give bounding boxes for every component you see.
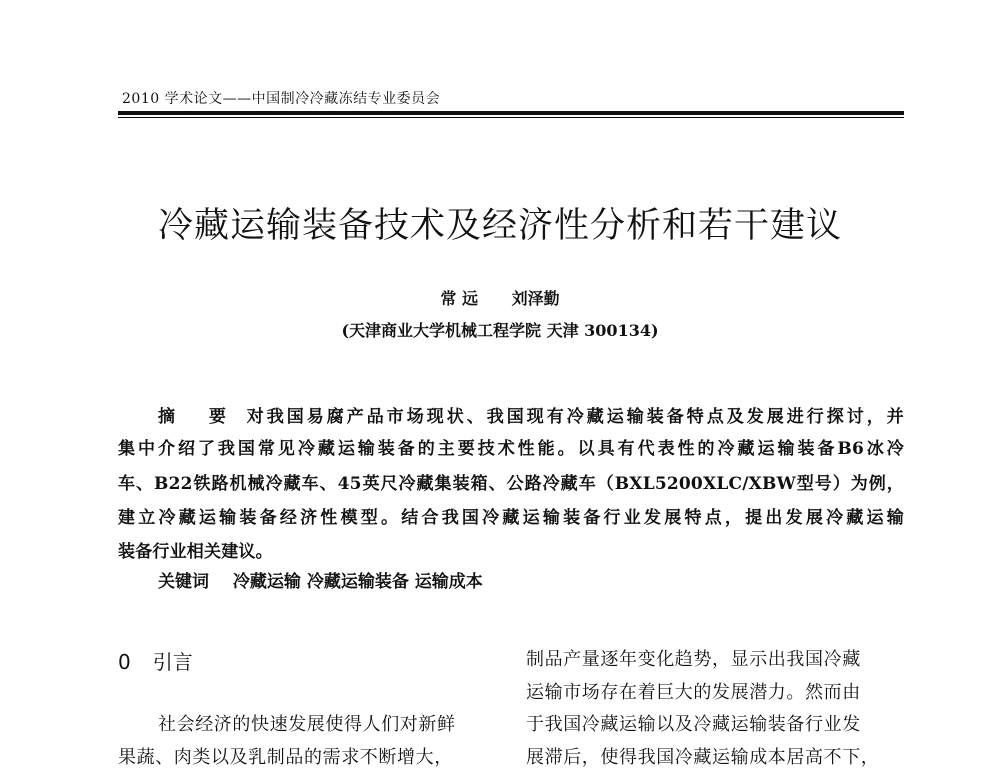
right-line-4: 展滞后，使得我国冷藏运输成本居高不下， <box>526 747 880 768</box>
section-number: 0 <box>118 650 131 674</box>
section-heading <box>118 646 193 675</box>
header-rule-thin <box>118 117 904 118</box>
left-line-2: 果蔬、肉类以及乳制品的需求不断增大， <box>118 747 453 768</box>
author-2: 刘泽勤 <box>511 289 560 308</box>
keywords-label: 关键词 <box>158 572 209 592</box>
keyword-2: 冷藏运输装备 <box>306 572 409 592</box>
abstract-line-3: 车、B22铁路机械冷藏车、45英尺冷藏集装箱、公路冷藏车（BXL5200XLC/XBW型号）为例， <box>118 474 904 494</box>
paper-title: 冷藏运输装备技术及经济性分析和若干建议 <box>157 206 842 246</box>
right-line-3: 于我国冷藏运输以及冷藏运输装备行业发 <box>526 714 861 735</box>
left-line-1: 社会经济的快速发展使得人们对新鲜 <box>158 714 456 735</box>
authors <box>0 286 1000 309</box>
abstract-line-4: 建立冷藏运输装备经济性模型。结合我国冷藏运输装备行业发展特点，提出发展冷藏运输 <box>118 508 904 528</box>
section-title: 引言 <box>152 650 193 674</box>
abstract-line-1 <box>158 402 904 427</box>
author-1: 常 远 <box>440 289 478 308</box>
affiliation: (天津商业大学机械工程学院 天津 300134) <box>341 321 659 340</box>
keyword-3: 运输成本 <box>414 572 483 592</box>
abstract-label: 摘 要 <box>158 407 240 427</box>
abstract-line-2: 集中介绍了我国常见冷藏运输装备的主要技术性能。以具有代表性的冷藏运输装备B6冰冷 <box>118 439 904 459</box>
abstract-line-5: 装备行业相关建议。 <box>118 542 273 562</box>
keyword-1: 冷藏运输 <box>232 572 301 592</box>
right-line-2: 运输市场存在着巨大的发展潜力。然而由 <box>526 682 861 703</box>
header-rule-thick <box>118 111 904 115</box>
running-header: 2010 学术论文——中国制冷冷藏冻结专业委员会 <box>122 91 441 107</box>
keywords <box>158 567 483 592</box>
abstract-text-1: 对我国易腐产品市场现状、我国现有冷藏运输装备特点及发展进行探讨，并 <box>243 407 904 427</box>
right-line-1: 制品产量逐年变化趋势，显示出我国冷藏 <box>526 649 861 670</box>
